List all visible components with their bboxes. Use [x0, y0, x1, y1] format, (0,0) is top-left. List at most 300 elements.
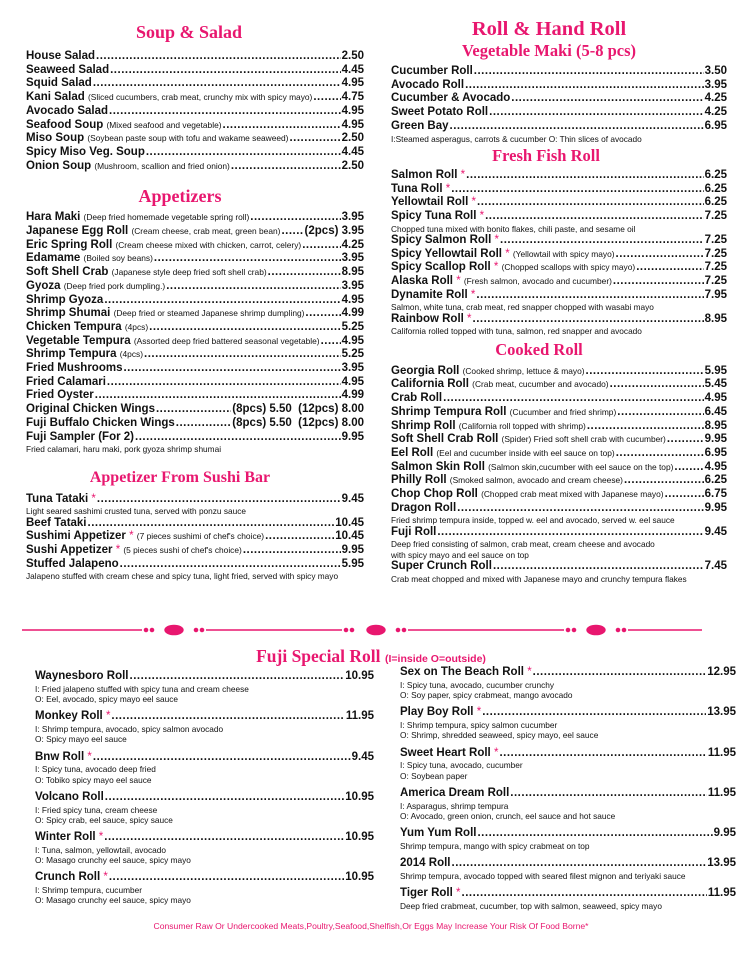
- item-name: Spicy Tuna Roll: [391, 209, 477, 222]
- item-price: 10.45: [335, 530, 364, 543]
- divider-dot: [572, 628, 575, 631]
- item-price: 6.45: [704, 405, 727, 418]
- item-name: Spicy Miso Veg. Soup: [26, 145, 145, 158]
- item-price: 3.95: [341, 211, 364, 224]
- menu-item: [391, 502, 727, 516]
- item-price: 4.95: [341, 375, 364, 388]
- sushi-bar-list: [26, 493, 364, 582]
- item-name: Rainbow Roll: [391, 312, 464, 325]
- menu-item: [26, 294, 364, 308]
- item-price: 6.25: [704, 196, 727, 209]
- menu-item: [391, 526, 727, 540]
- item-name: Miso Soup: [26, 132, 85, 145]
- item-name: Fried Mushrooms: [26, 362, 123, 375]
- section-title-vegetable-maki: Vegetable Maki (5-8 pcs): [462, 41, 636, 60]
- item-description: Deep fried crabmeat, cucumber, top with salmon, seaweed, spicy mayo: [400, 900, 662, 911]
- menu-item: [26, 530, 364, 544]
- menu-item: [400, 787, 736, 801]
- item-price: 4.45: [341, 145, 364, 158]
- item-price: 4.99: [341, 307, 364, 320]
- item-note: (4pcs): [124, 321, 149, 332]
- divider-dot: [200, 628, 203, 631]
- spicy-star-icon: *: [467, 312, 472, 325]
- item-name: Crab Roll: [391, 392, 443, 405]
- menu-item: [26, 517, 364, 531]
- section-title-soup-salad: Soup & Salad: [135, 22, 243, 42]
- item-price: 6.25: [704, 474, 727, 487]
- item-description: I: Fried spicy tuna, cream cheese: [35, 804, 158, 815]
- item-name: Seaweed Salad: [26, 63, 110, 76]
- item-name: Philly Roll: [391, 474, 447, 487]
- spicy-star-icon: *: [103, 871, 108, 884]
- item-name: Waynesboro Roll: [35, 670, 129, 682]
- menu-item: [26, 105, 364, 119]
- item-price: 3.95: [341, 362, 364, 375]
- item-description: with spicy mayo and eel sauce on top: [391, 549, 529, 560]
- item-price: 4.25: [704, 106, 727, 119]
- item-description: O: Masago crunchy eel sauce, spicy mayo: [35, 855, 191, 866]
- item-price: 6.95: [704, 119, 727, 132]
- menu-item: [400, 827, 736, 841]
- divider-ornament: [165, 625, 183, 634]
- item-price: 11.95: [707, 786, 736, 799]
- item-price: 4.95: [704, 392, 727, 405]
- menu-item: [26, 307, 364, 321]
- item-name: Sweet Potato Roll: [391, 106, 489, 119]
- item-name: Cucumber & Avocado: [391, 92, 511, 105]
- item-name: Squid Salad: [26, 77, 92, 90]
- menu-item: [391, 92, 727, 106]
- item-price: 7.25: [704, 233, 727, 246]
- menu-item: [35, 871, 374, 885]
- item-description: Jalapeno stuffed with cream chese and spicy tuna, light fried, served with spicy mayo: [26, 571, 339, 582]
- divider-dot: [566, 628, 569, 631]
- item-name: Yellowtail Roll: [391, 196, 469, 209]
- item-price: 2.50: [341, 50, 364, 62]
- item-note: (Eel and cucumber inside with eel sauce on top): [436, 447, 615, 458]
- item-name: Kani Salad: [26, 91, 85, 104]
- spicy-star-icon: *: [87, 750, 92, 763]
- item-price: 4.95: [704, 460, 727, 473]
- footer-disclaimer: Consumer Raw Or Undercooked Meats,Poultry,Seafood,Shelfish,Or Eggs May Increase Your Risk Of Food Borne*: [153, 921, 589, 931]
- fuji-special-left: [35, 664, 374, 906]
- item-name: Vegetable Tempura: [26, 334, 131, 347]
- menu-item: [35, 831, 374, 845]
- item-note: (Assorted deep fried battered seasonal vegetable): [133, 335, 320, 346]
- item-name: Shrimp Tempura Roll: [391, 405, 507, 418]
- item-note: (Deep fried or steamed Japanese shrimp dumpling): [113, 308, 305, 319]
- menu-item: [26, 119, 364, 133]
- item-note: (Spider) Fried soft shell crab with cucumber): [501, 434, 666, 445]
- section-title-fresh-fish: Fresh Fish Roll: [492, 145, 600, 165]
- item-description: I: Spicy tuna, avocado, cucumber: [400, 760, 523, 771]
- divider-dot: [344, 628, 347, 631]
- item-note: (Sliced cucumbers, crab meat, crunchy mix with spicy mayo): [88, 92, 313, 103]
- item-note: (Cooked shrimp, lettuce & mayo): [462, 365, 585, 376]
- item-description: Light seared sashimi crusted tuna, served with ponzu sauce: [26, 506, 246, 517]
- item-price: 2.50: [341, 132, 364, 145]
- menu-item: [26, 335, 364, 349]
- menu-item: [391, 248, 727, 262]
- item-name: Chicken Tempura: [26, 320, 122, 333]
- vegetable-maki-list: [391, 65, 727, 134]
- menu-item: [400, 706, 736, 720]
- item-price: 6.25: [704, 168, 727, 181]
- menu-item: [26, 77, 364, 91]
- item-name: Play Boy Roll: [400, 706, 474, 719]
- item-description: Deep fried consisting of salmon, crab meat, cream cheese and avocado: [391, 539, 655, 550]
- item-name: California Roll: [391, 378, 469, 391]
- item-price: 5.25: [341, 348, 364, 361]
- item-price: 9.95: [341, 543, 364, 556]
- item-price: 7.25: [704, 261, 727, 274]
- menu-item: [391, 65, 727, 79]
- menu-item: [391, 234, 727, 248]
- menu-item: [391, 196, 727, 210]
- item-note: (Mushroom, scallion and fried onion): [94, 160, 230, 171]
- item-price: 4.45: [341, 63, 364, 76]
- item-note: (5 pieces sushi of chef's choice): [123, 544, 242, 555]
- menu-item: [26, 160, 364, 174]
- item-name: Georgia Roll: [391, 364, 460, 377]
- menu-item: [26, 544, 364, 558]
- item-name: Tuna Tataki: [26, 492, 89, 505]
- item-name: Gyoza: [26, 279, 61, 292]
- item-price: 9.45: [341, 492, 364, 505]
- item-note: (7 pieces sushimi of chef's choice): [136, 531, 265, 542]
- menu-item: [391, 461, 727, 475]
- menu-item: [400, 666, 736, 680]
- item-name: Cucumber Roll: [391, 65, 473, 77]
- item-note: (Cucumber and fried shrimp): [509, 406, 617, 417]
- item-name: Shrimp Tempura: [26, 348, 117, 361]
- item-price: 4.95: [341, 293, 364, 306]
- item-price: 8.95: [704, 419, 727, 432]
- item-description: Salmon, white tuna, crab meat, red snapper chopped with wasabi mayo: [391, 302, 654, 313]
- spicy-star-icon: *: [493, 261, 499, 274]
- menu-item: Fuji Buffalo Chicken Wings ..... (8pcs) 5.50 (12pcs) 8.00: [26, 417, 364, 431]
- spicy-star-icon: *: [456, 275, 461, 288]
- item-price: 4.25: [341, 238, 364, 251]
- item-note: (Chopped scallops with spicy mayo): [501, 262, 636, 273]
- item-name: 2014 Roll: [400, 857, 451, 870]
- item-name: Japanese Egg Roll: [26, 225, 129, 238]
- wings-list: [26, 403, 364, 430]
- item-price: 10.95: [345, 790, 374, 803]
- section-title-roll-hand-roll: Roll & Hand Roll: [471, 18, 627, 40]
- item-price: 4.99: [341, 389, 364, 402]
- divider-dot: [150, 628, 153, 631]
- menu-item: [35, 791, 374, 805]
- spicy-star-icon: *: [494, 233, 500, 246]
- item-price: 5.25: [341, 320, 364, 333]
- menu-item: [391, 433, 727, 447]
- item-name: Yum Yum Roll: [400, 827, 477, 840]
- item-description: Fried shrimp tempura inside, topped w. eel and avocado, served w. eel sauce: [391, 515, 675, 526]
- item-price: 11.95: [345, 710, 374, 723]
- menu-item: [391, 261, 727, 275]
- divider-dot: [396, 628, 399, 631]
- item-price: 12.95: [707, 666, 736, 678]
- menu-item: [391, 106, 727, 120]
- menu-item: [391, 392, 727, 406]
- item-price: 5.45: [704, 378, 727, 391]
- item-price: 5.95: [341, 557, 364, 570]
- menu-item: [26, 50, 364, 64]
- item-price: 13.95: [707, 857, 736, 870]
- menu-item: [26, 225, 364, 239]
- item-name: Onion Soup: [26, 159, 92, 172]
- menu-item: [391, 183, 727, 197]
- menu-item: [26, 132, 364, 146]
- item-note: (Japanese style deep fried soft shell crab): [111, 267, 267, 278]
- menu-item: [391, 560, 727, 574]
- item-note: (California roll topped with shrimp): [458, 420, 586, 431]
- item-note: (Soybean paste soup with tofu and wakame seaweed): [87, 133, 289, 144]
- item-description: Crab meat chopped and mixed with Japanese mayo and crunchy tempura flakes: [391, 573, 687, 584]
- item-name: Winter Roll: [35, 831, 96, 844]
- menu-item: [26, 252, 364, 266]
- item-price: 7.25: [704, 247, 727, 260]
- menu-item-fuji-sampler: Fuji Sampler (For 2) ..... 9.95: [26, 431, 364, 445]
- item-description: O: Tobiko spicy mayo eel sauce: [35, 774, 152, 785]
- item-price: 4.95: [341, 77, 364, 90]
- menu-item: [391, 210, 727, 224]
- spicy-star-icon: *: [456, 887, 461, 900]
- menu-item: [35, 751, 374, 765]
- spicy-star-icon: *: [505, 247, 510, 260]
- fresh-fish-list: [391, 169, 727, 337]
- menu-item: [391, 79, 727, 93]
- item-price: 5.95: [704, 364, 727, 377]
- spicy-star-icon: *: [471, 196, 477, 209]
- menu-item: [26, 376, 364, 390]
- menu-item: [400, 887, 736, 901]
- item-price: 4.25: [704, 92, 727, 105]
- item-price: 9.95: [704, 501, 727, 514]
- item-description: Chopped tuna mixed with bonito flakes, chili paste, and sesame oil: [391, 223, 636, 234]
- menu-item: [391, 365, 727, 379]
- item-price: 7.45: [704, 560, 727, 573]
- item-name: Shrimp Shumai: [26, 307, 111, 320]
- item-name: Spicy Yellowtail Roll: [391, 247, 502, 260]
- menu-item: [391, 420, 727, 434]
- item-name: Dynamite Roll: [391, 288, 468, 301]
- item-note: (Deep fried homemade vegetable spring roll): [83, 212, 250, 223]
- spicy-star-icon: *: [479, 209, 485, 222]
- item-description: O: Soy paper, spicy crabmeat, mango avocado: [400, 690, 573, 700]
- divider-ornament: [367, 625, 385, 634]
- spicy-star-icon: *: [476, 706, 482, 719]
- section-title-fuji-special: Fuji Special Roll: [256, 646, 381, 666]
- item-note: (Deep fried pork dumpling.): [63, 280, 166, 291]
- item-name: Hara Maki: [26, 211, 81, 224]
- appetizers-list: [26, 211, 364, 403]
- menu-item: [391, 488, 727, 502]
- item-name: Super Crunch Roll: [391, 560, 492, 573]
- menu-item: [26, 558, 364, 572]
- menu-item: [391, 406, 727, 420]
- fuji-special-right: [400, 660, 736, 911]
- item-name: Chop Chop Roll: [391, 488, 478, 501]
- item-price: 4.75: [341, 91, 364, 104]
- spicy-star-icon: *: [527, 666, 532, 678]
- item-name: Salmon Roll: [391, 168, 458, 181]
- menu-item: [35, 670, 374, 684]
- item-price: (2pcs) 3.95: [304, 225, 364, 238]
- divider-dot: [622, 628, 625, 631]
- section-title-cooked-roll: Cooked Roll: [495, 339, 583, 359]
- menu-item: [391, 474, 727, 488]
- spicy-star-icon: *: [98, 831, 104, 844]
- item-description: Shrimp tempura, avocado topped with seared filest mignon and teriyaki sauce: [400, 870, 686, 881]
- item-price: 9.45: [351, 750, 374, 763]
- menu-item: [391, 378, 727, 392]
- menu-item: [26, 239, 364, 253]
- item-description: O: Masago crunchy eel sauce, spicy mayo: [35, 895, 191, 906]
- item-description: I: Asparagus, shrimp tempura: [400, 800, 509, 811]
- menu-item: [391, 169, 727, 183]
- divider-ornament: [587, 625, 605, 634]
- item-price: 6.25: [704, 182, 727, 195]
- item-name: Stuffed Jalapeno: [26, 557, 119, 570]
- fuji-special-subtitle: (I=inside O=outside): [384, 653, 486, 665]
- menu-item: [391, 447, 727, 461]
- item-description: O: Spicy crab, eel sauce, spicy sauce: [35, 814, 173, 825]
- menu-item: [26, 389, 364, 403]
- item-price: 4.95: [341, 334, 364, 347]
- menu-item: [26, 91, 364, 105]
- item-price: 9.95: [704, 433, 727, 446]
- item-description: I: Spicy tuna, avocado deep fried: [35, 764, 156, 775]
- item-name: Sweet Heart Roll: [400, 746, 491, 759]
- item-note: (Fresh salmon, avocado and cucumber): [463, 276, 612, 287]
- item-price: 7.95: [704, 288, 727, 301]
- item-name: Edamame: [26, 252, 81, 265]
- item-description: Fried calamari, haru maki, pork gyoza shrimp shumai: [26, 444, 222, 455]
- menu-item: [391, 120, 727, 134]
- item-price: 4.95: [341, 118, 364, 131]
- item-description: O: Soybean paper: [400, 770, 468, 781]
- item-note: (Cream cheese mixed with chicken, carrot, celery): [115, 239, 302, 250]
- menu-item: [400, 857, 736, 871]
- item-name: House Salad: [26, 50, 96, 62]
- item-name: Avocado Roll: [391, 78, 465, 91]
- item-name: Soft Shell Crab: [26, 266, 109, 279]
- right-column: [391, 18, 727, 584]
- item-note: (Smoked salmon, avocado and cream cheese): [449, 475, 623, 486]
- item-name: Alaska Roll: [391, 275, 453, 288]
- item-name: Sex on The Beach Roll: [400, 666, 524, 678]
- item-note: (Chopped crab meat mixed with Japanese mayo): [481, 489, 664, 500]
- item-price: 10.45: [335, 516, 364, 529]
- spicy-star-icon: *: [470, 288, 476, 301]
- item-name: Eel Roll: [391, 446, 434, 459]
- item-price: 6.75: [704, 488, 727, 501]
- divider-dot: [144, 628, 147, 631]
- item-description: Shrimp tempura, mango with spicy crabmeat on top: [400, 840, 590, 851]
- item-description: O: Spicy mayo eel sauce: [35, 734, 127, 745]
- green-bay-description: I:Steamed asperagus, carrots & cucumber O: Thin slices of avocado: [391, 133, 642, 144]
- item-description: I: Spicy tuna, avocado, cucumber crunchy: [400, 679, 555, 690]
- item-name: Eric Spring Roll: [26, 238, 113, 251]
- item-name: Fuji Roll: [391, 525, 437, 538]
- item-price: 10.95: [345, 871, 374, 884]
- item-note: (Crab meat, cucumber and avocado): [472, 379, 609, 390]
- item-name: Volcano Roll: [35, 790, 104, 803]
- menu-item: [26, 321, 364, 335]
- item-price: 13.95: [707, 706, 736, 719]
- item-price: 9.45: [704, 525, 727, 538]
- divider-dot: [350, 628, 353, 631]
- section-title-sushi-bar: Appetizer From Sushi Bar: [89, 468, 271, 486]
- item-note: (Cream cheese, crab meat, green bean): [131, 226, 281, 237]
- item-price: 8.95: [341, 266, 364, 279]
- item-name: Shrimp Roll: [391, 419, 456, 432]
- menu-item: [26, 64, 364, 78]
- item-name: Tiger Roll: [400, 887, 453, 900]
- item-note: (Yellowtail with spicy mayo): [512, 248, 615, 259]
- item-name: Crunch Roll: [35, 871, 101, 884]
- item-name: Monkey Roll: [35, 710, 103, 723]
- item-description: California rolled topped with tuna, salmon, red snapper and avocado: [391, 326, 642, 337]
- item-name: America Dream Roll: [400, 786, 510, 799]
- item-price: 3.95: [704, 78, 727, 91]
- item-description: O: Eel, avocado, spicy mayo eel sauce: [35, 694, 178, 704]
- section-title-appetizers: Appetizers: [138, 186, 222, 207]
- item-price: 10.95: [345, 831, 374, 844]
- item-price: 3.95: [341, 279, 364, 292]
- item-price: 3.50: [704, 65, 727, 77]
- menu-item: [26, 362, 364, 376]
- divider-dot: [194, 628, 197, 631]
- item-note: (Boiled soy beans): [83, 253, 153, 264]
- item-name: Avocado Salad: [26, 104, 109, 117]
- cooked-roll-list: [391, 365, 727, 584]
- spicy-star-icon: *: [105, 710, 111, 723]
- item-name: Tuna Roll: [391, 182, 443, 195]
- item-price: 7.25: [704, 275, 727, 288]
- menu-item: [26, 280, 364, 294]
- menu-item: Original Chicken Wings ..... (8pcs) 5.50 (12pcs) 8.00: [26, 403, 364, 417]
- menu-item: [391, 313, 727, 327]
- spicy-star-icon: *: [91, 492, 96, 505]
- item-name: Shrimp Gyoza: [26, 293, 104, 306]
- menu-item: [26, 211, 364, 225]
- divider-dot: [402, 628, 405, 631]
- ornamental-divider: [22, 623, 702, 637]
- item-name: Bnw Roll: [35, 750, 85, 763]
- item-note: (4pcs): [119, 349, 144, 360]
- item-price: 7.25: [704, 209, 727, 222]
- item-name: Soft Shell Crab Roll: [391, 433, 499, 446]
- spicy-star-icon: *: [460, 168, 466, 181]
- spicy-star-icon: *: [129, 530, 134, 543]
- item-note: (Salmon skin,cucumber with eel sauce on the top): [488, 461, 674, 472]
- menu-item: [26, 146, 364, 160]
- item-price: 6.95: [704, 446, 727, 459]
- item-price: 8.95: [704, 312, 727, 325]
- item-description: O: Avocado, green onion, crunch, eel sauce and hot sauce: [400, 810, 616, 821]
- item-price: 11.95: [707, 887, 736, 900]
- item-name: Sushi Appetizer: [26, 543, 113, 556]
- item-name: Fried Calamari: [26, 375, 106, 388]
- divider-dot: [616, 628, 619, 631]
- menu-item: [26, 348, 364, 362]
- spicy-star-icon: *: [445, 182, 451, 195]
- item-price: 3.95: [341, 252, 364, 265]
- item-description: I: Shrimp tempura, cucumber: [35, 885, 142, 896]
